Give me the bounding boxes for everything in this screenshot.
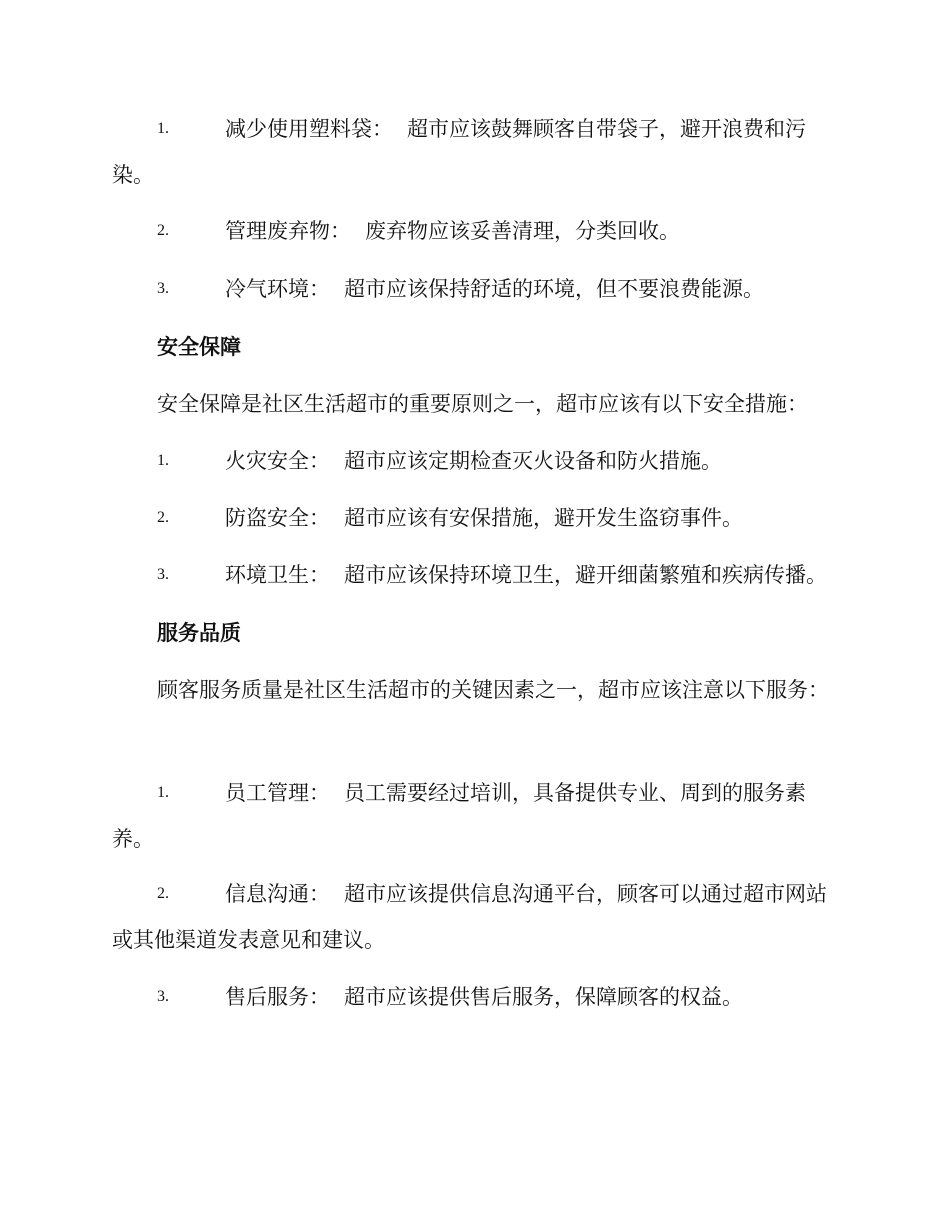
- list-item: [112, 871, 842, 963]
- list-term: 环境卫生：: [225, 563, 330, 587]
- list-item: [112, 770, 842, 862]
- list-item: [112, 106, 842, 198]
- list-item: [112, 438, 842, 484]
- list-description: 超市应该有安保措施，避开发生盗窃事件。: [344, 506, 743, 530]
- list-description: 废弃物应该妥善清理，分类回收。: [365, 219, 680, 243]
- list-number: 3.: [157, 566, 169, 583]
- list-term: 信息沟通：: [225, 882, 330, 906]
- list-item: [112, 974, 842, 1020]
- list-description: 超市应该提供信息沟通平台，顾客可以通过超市网站或其他渠道发表意见和建议。: [112, 882, 827, 952]
- list-term: 减少使用塑料袋：: [225, 117, 393, 141]
- list-number: 2.: [157, 509, 169, 526]
- list-number: 1.: [157, 784, 169, 801]
- list-number: 3.: [157, 988, 169, 1005]
- list-number: 3.: [157, 280, 169, 297]
- list-term: 管理废弃物：: [225, 219, 351, 243]
- list-description: 员工需要经过培训，具备提供专业、周到的服务素养。: [112, 781, 806, 851]
- list-term: 冷气环境：: [225, 277, 330, 301]
- section-heading-service: 服务品质: [157, 621, 241, 645]
- list-number: 1.: [157, 120, 169, 137]
- list-number: 2.: [157, 885, 169, 902]
- list-description: 超市应该定期检查灭火设备和防火措施。: [344, 449, 722, 473]
- list-description: 超市应该提供售后服务，保障顾客的权益。: [344, 985, 743, 1009]
- list-number: 1.: [157, 452, 169, 469]
- list-description: 超市应该保持环境卫生，避开细菌繁殖和疾病传播。: [344, 563, 827, 587]
- list-description: 超市应该鼓舞顾客自带袋子，避开浪费和污染。: [112, 117, 806, 187]
- list-item: [112, 552, 842, 598]
- list-item: [112, 495, 842, 541]
- list-item: [112, 208, 842, 254]
- list-number: 2.: [157, 222, 169, 239]
- list-item: [112, 266, 842, 312]
- section-intro-safety: 安全保障是社区生活超市的重要原则之一，超市应该有以下安全措施：: [157, 392, 808, 416]
- section-heading-safety: 安全保障: [157, 335, 241, 359]
- list-term: 员工管理：: [225, 781, 330, 805]
- list-term: 火灾安全：: [225, 449, 330, 473]
- section-intro-service: 顾客服务质量是社区生活超市的关键因素之一，超市应该注意以下服务：: [157, 678, 829, 702]
- list-term: 售后服务：: [225, 985, 330, 1009]
- list-term: 防盗安全：: [225, 506, 330, 530]
- list-description: 超市应该保持舒适的环境，但不要浪费能源。: [344, 277, 764, 301]
